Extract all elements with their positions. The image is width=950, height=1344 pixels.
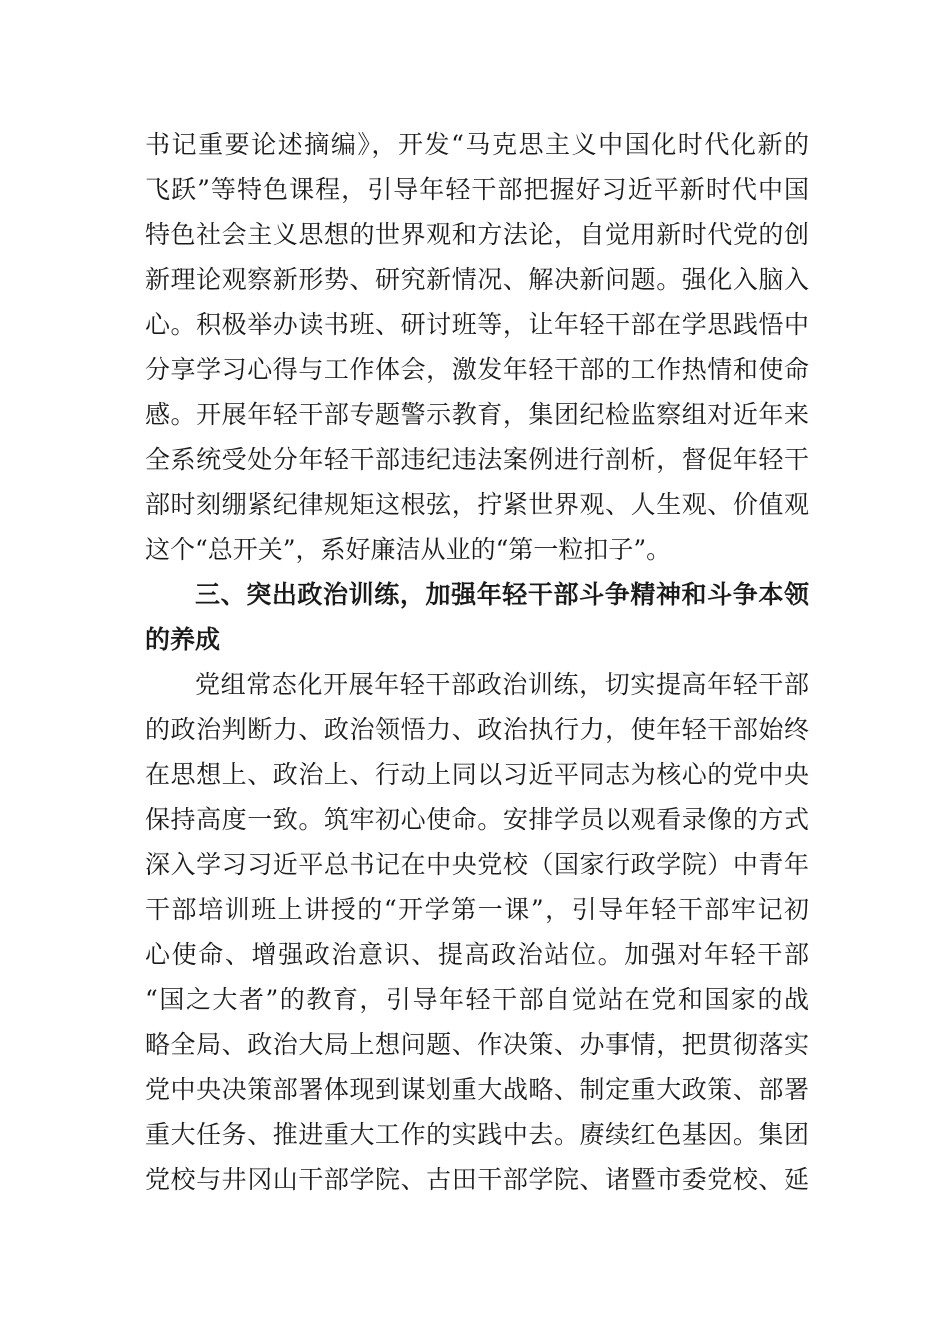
text-line: “国之大者”的教育，引导年轻干部自觉站在党和国家的战 (145, 985, 809, 1014)
heading-line: 的养成 (145, 625, 221, 654)
document-page (145, 122, 809, 1202)
heading-line: 三、突出政治训练，加强年轻干部斗争精神和斗争本领 (195, 580, 809, 609)
text-line: 党校与井冈山干部学院、古田干部学院、诸暨市委党校、延 (145, 1165, 809, 1194)
section-heading-3 (145, 572, 809, 662)
text-line: 这个“总开关”，系好廉洁从业的“第一粒扣子”。 (145, 535, 672, 564)
text-line: 干部培训班上讲授的“开学第一课”，引导年轻干部牢记初 (145, 895, 809, 924)
text-line: 党中央决策部署体现到谋划重大战略、制定重大政策、部署 (145, 1075, 809, 1104)
text-line: 部时刻绷紧纪律规矩这根弦，拧紧世界观、人生观、价值观 (145, 490, 809, 519)
text-line: 心。积极举办读书班、研讨班等，让年轻干部在学思践悟中 (145, 310, 809, 339)
paragraph-political-training (145, 662, 809, 1202)
paragraph-theory-study (145, 122, 809, 572)
text-line: 重大任务、推进重大工作的实践中去。赓续红色基因。集团 (145, 1120, 809, 1149)
text-line: 心使命、增强政治意识、提高政治站位。加强对年轻干部 (145, 940, 809, 969)
text-line: 特色社会主义思想的世界观和方法论，自觉用新时代党的创 (145, 220, 809, 249)
text-line: 略全局、政治大局上想问题、作决策、办事情，把贯彻落实 (145, 1030, 809, 1059)
text-line: 党组常态化开展年轻干部政治训练，切实提高年轻干部 (195, 670, 809, 699)
text-line: 全系统受处分年轻干部违纪违法案例进行剖析，督促年轻干 (145, 445, 809, 474)
text-line: 新理论观察新形势、研究新情况、解决新问题。强化入脑入 (145, 265, 809, 294)
text-line: 分享学习心得与工作体会，激发年轻干部的工作热情和使命 (145, 355, 809, 384)
text-line: 在思想上、政治上、行动上同以习近平同志为核心的党中央 (145, 760, 809, 789)
text-line: 飞跃”等特色课程，引导年轻干部把握好习近平新时代中国 (145, 175, 809, 204)
text-line: 保持高度一致。筑牢初心使命。安排学员以观看录像的方式 (145, 805, 809, 834)
text-line: 的政治判断力、政治领悟力、政治执行力，使年轻干部始终 (145, 715, 809, 744)
text-line: 书记重要论述摘编》，开发“马克思主义中国化时代化新的 (145, 130, 809, 159)
text-line: 感。开展年轻干部专题警示教育，集团纪检监察组对近年来 (145, 400, 809, 429)
text-line: 深入学习习近平总书记在中央党校（国家行政学院）中青年 (145, 850, 809, 879)
